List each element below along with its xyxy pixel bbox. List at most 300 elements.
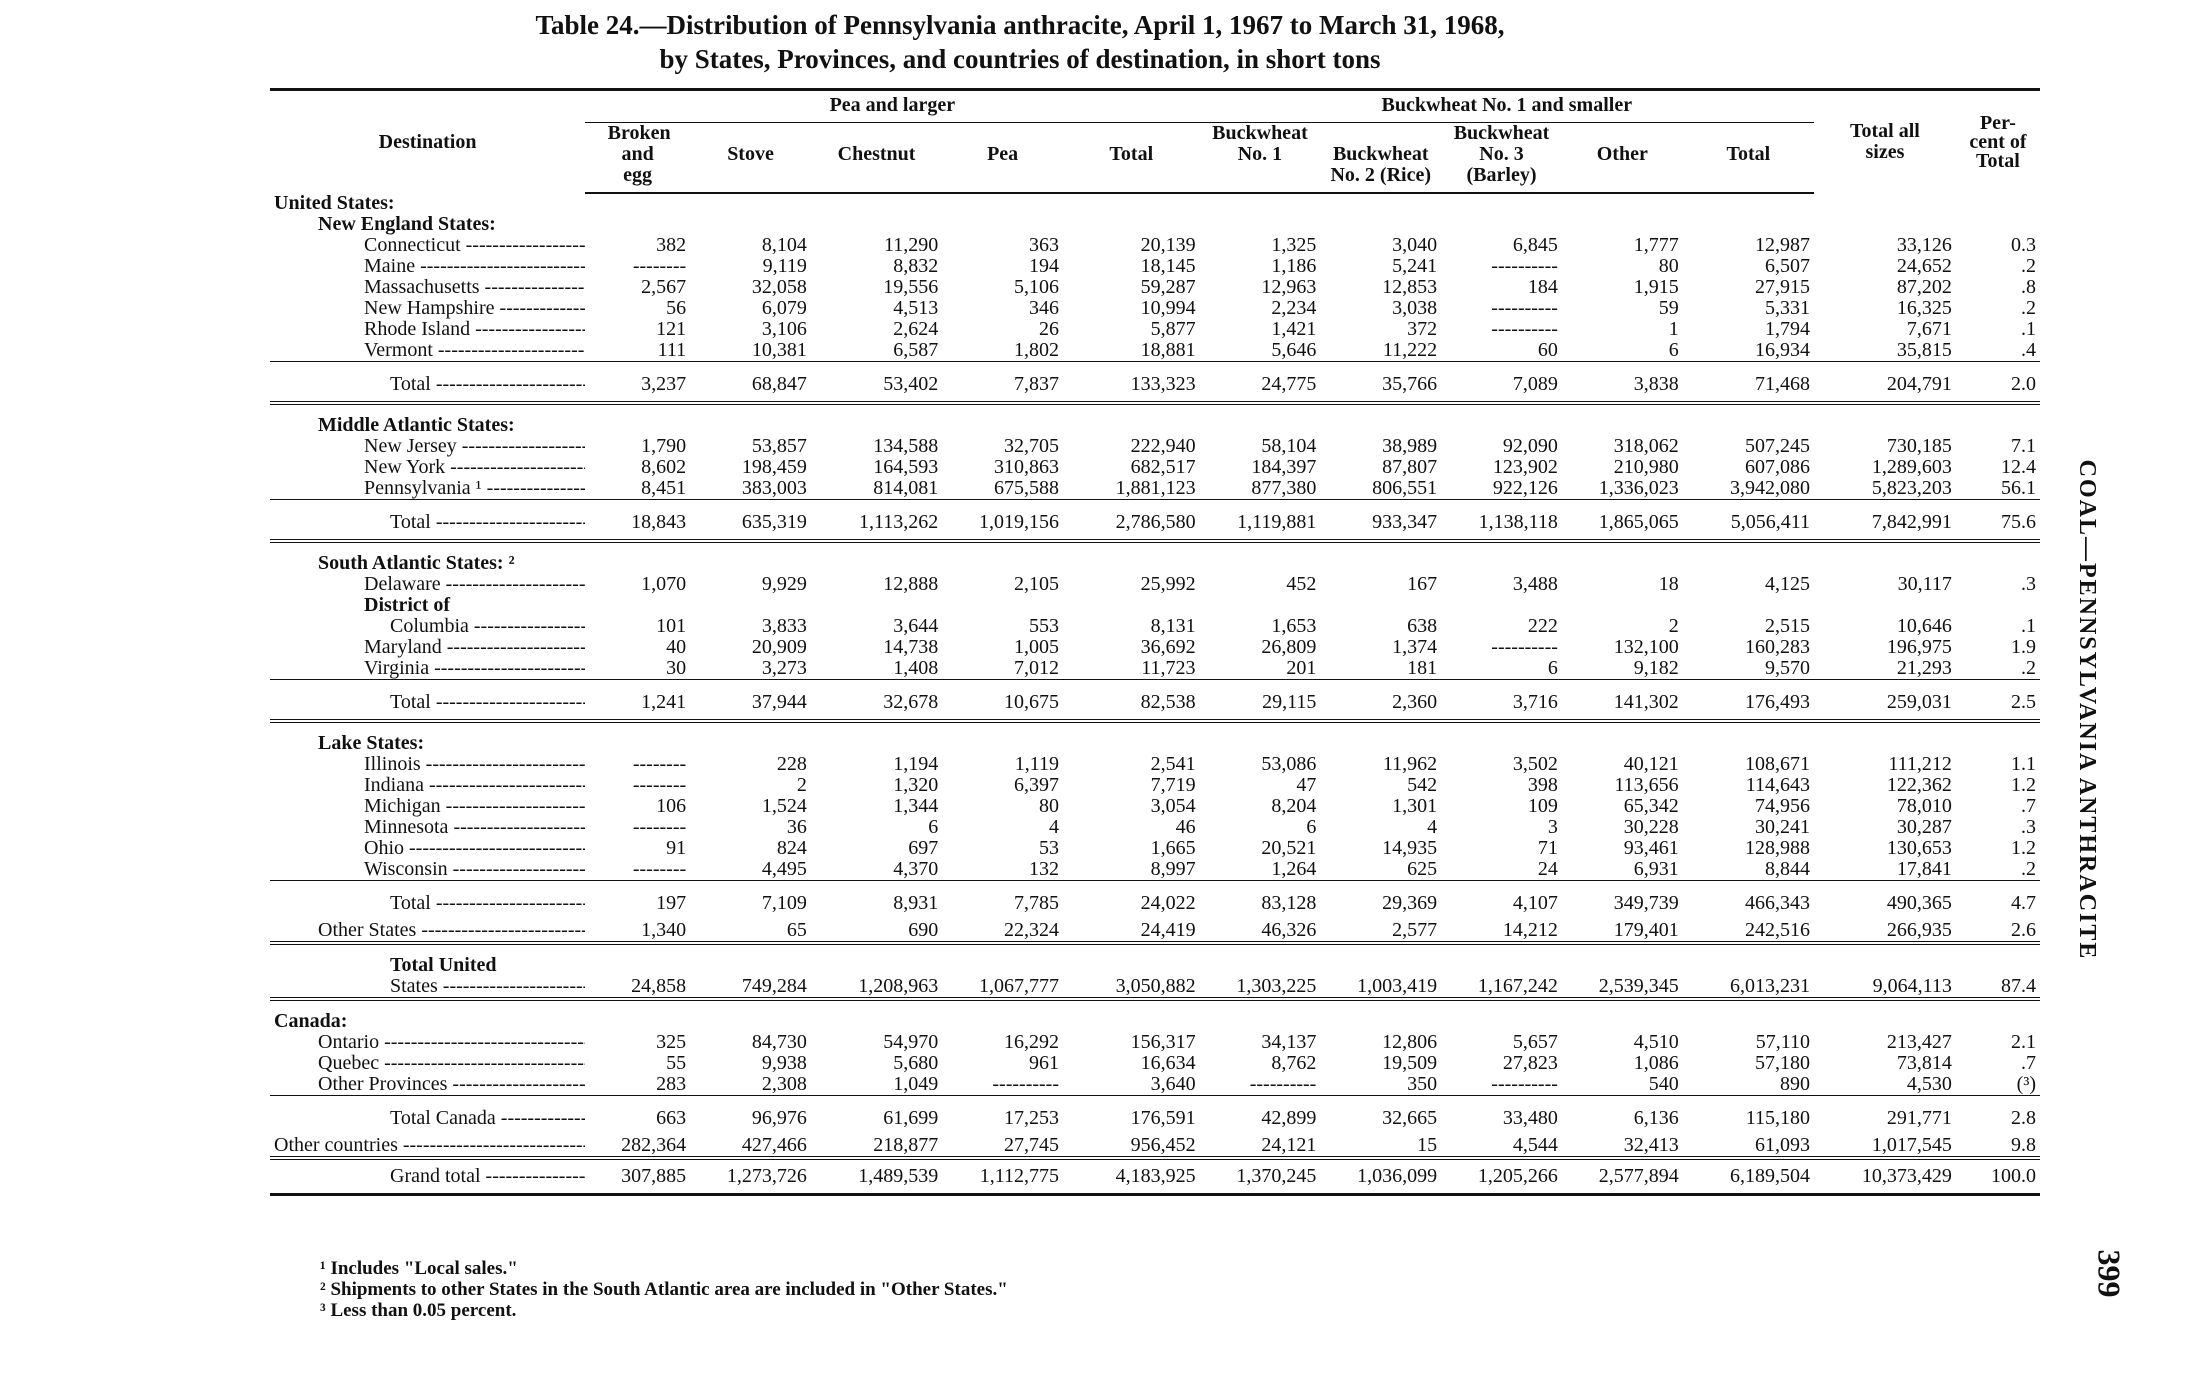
cell-col-7: 1,003,419: [1357, 975, 1438, 997]
cell-col-2: 10,381: [751, 339, 807, 361]
cell-col-2: 3,833: [761, 615, 807, 637]
cell-col-12: [1956, 403, 2040, 436]
cell-col-11: 266,935: [1886, 919, 1952, 941]
cell-col-11: 35,815: [1896, 339, 1952, 361]
cell-col-3: [811, 541, 942, 574]
cell-col-5: 59,287: [1140, 276, 1196, 298]
cell-col-1: 1,340: [641, 919, 687, 941]
table-row: [270, 436, 2040, 457]
cell-col-1: 283: [656, 1073, 687, 1095]
cell-col-9: 2,577,894: [1562, 1158, 1683, 1195]
cell-col-10: 61,093: [1755, 1134, 1811, 1156]
cell-col-11: 7,842,991: [1814, 500, 1956, 542]
cell-col-8: 6: [1547, 657, 1558, 679]
header-buckwheat-group: Buckwheat No. 1 and smaller: [1200, 90, 1814, 123]
cell-col-5: 4,183,925: [1063, 1158, 1200, 1195]
cell-col-7: 933,347: [1320, 500, 1441, 542]
subtotal-row: [270, 1096, 2040, 1136]
cell-col-10: 71,468: [1683, 362, 1814, 404]
cell-col-10: 6,189,504: [1683, 1158, 1814, 1195]
cell-col-8: [1441, 541, 1562, 574]
cell-col-6: 29,115: [1200, 680, 1321, 722]
cell-col-4: [942, 541, 1063, 574]
cell-col-10: 160,283: [1745, 636, 1811, 658]
cell-col-12: 87.4: [2001, 975, 2036, 997]
cell-col-8: 24: [1537, 858, 1558, 880]
table-row: [270, 796, 2040, 817]
header-other: Other: [1562, 123, 1683, 194]
cell-col-7: [1320, 943, 1441, 976]
cell-col-10: 4,125: [1765, 573, 1811, 595]
cell-col-8: 3,716: [1441, 680, 1562, 722]
table-row: [270, 235, 2040, 256]
cell-col-11: 111,212: [1888, 753, 1952, 775]
cell-col-5: 8,131: [1150, 615, 1196, 637]
cell-col-3: 11,290: [883, 234, 939, 256]
cell-col-12: [1956, 721, 2040, 754]
cell-col-9: 6: [1668, 339, 1679, 361]
cell-col-5: 82,538: [1063, 680, 1200, 722]
cell-col-7: 3,040: [1392, 234, 1438, 256]
cell-col-8: 398: [1527, 774, 1558, 796]
cell-col-9: 1,865,065: [1562, 500, 1683, 542]
cell-col-7: 167: [1407, 573, 1438, 595]
row-label: Other Provinces -----: [270, 1074, 585, 1096]
cell-col-2: 96,976: [690, 1096, 811, 1136]
cell-col-8: 14,212: [1502, 919, 1558, 941]
cell-col-11: [1814, 999, 1956, 1032]
subtotal-row: [270, 881, 2040, 921]
cell-col-6: 83,128: [1200, 881, 1321, 921]
group-heading-row: [270, 193, 2040, 214]
row-label: Other countries -----: [270, 1135, 585, 1158]
row-label: Grand total -----: [270, 1158, 585, 1195]
cell-col-4: 553: [1029, 615, 1059, 637]
cell-col-4: 10,675: [942, 680, 1063, 722]
cell-col-11: [1814, 214, 1956, 235]
cell-col-5: [1063, 193, 1200, 214]
cell-col-10: [1683, 999, 1814, 1032]
cell-col-8: [1441, 721, 1562, 754]
row-label: Virginia -----: [270, 658, 585, 680]
cell-col-9: 1,915: [1633, 276, 1679, 298]
cell-col-3: [811, 721, 942, 754]
cell-col-11: 9,064,113: [1872, 975, 1952, 997]
cell-col-10: 57,110: [1755, 1031, 1811, 1053]
grand-total-row: [270, 1158, 2040, 1195]
cell-col-8: ----------: [1491, 1073, 1558, 1095]
row-label: District of: [364, 595, 451, 616]
row-label: Massachusetts -----: [270, 277, 585, 298]
cell-col-1: 24,858: [631, 975, 687, 997]
cell-col-4: 32,705: [1004, 435, 1059, 457]
cell-col-6: 8,762: [1271, 1052, 1317, 1074]
cell-col-11: 17,841: [1896, 858, 1952, 880]
cell-col-9: [1562, 403, 1683, 436]
cell-col-12: .4: [2021, 339, 2036, 361]
cell-col-9: 1,336,023: [1598, 477, 1679, 499]
cell-col-3: 32,678: [811, 680, 942, 722]
cell-col-5: 156,317: [1130, 1031, 1196, 1053]
row-label: Vermont -----: [270, 340, 585, 362]
cell-col-11: 4,530: [1906, 1073, 1952, 1095]
cell-col-10: 8,844: [1765, 858, 1811, 880]
row-label: Columbia -----: [270, 616, 585, 637]
cell-col-9: 6,136: [1562, 1096, 1683, 1136]
cell-col-6: 452: [1286, 573, 1317, 595]
cell-col-3: [811, 214, 942, 235]
cell-col-1: 307,885: [585, 1158, 690, 1195]
header-total-all-sizes: Total all sizes: [1814, 90, 1956, 194]
cell-col-11: [1814, 541, 1956, 574]
cell-col-4: 1,119: [1014, 753, 1059, 775]
cell-col-6: 1,303,225: [1236, 975, 1317, 997]
cell-col-1: [585, 721, 690, 754]
cell-col-6: 34,137: [1261, 1031, 1317, 1053]
cell-col-3: 6: [928, 816, 939, 838]
cell-col-7: 181: [1407, 657, 1438, 679]
cell-col-10: 57,180: [1755, 1052, 1811, 1074]
cell-col-7: 2,360: [1320, 680, 1441, 722]
table-row: [270, 478, 2040, 500]
cell-col-11: 7,671: [1906, 318, 1952, 340]
cell-col-5: 25,992: [1140, 573, 1196, 595]
cell-col-11: 1,289,603: [1871, 456, 1952, 478]
cell-col-7: [1320, 999, 1441, 1032]
cell-col-11: 130,653: [1886, 837, 1952, 859]
cell-col-5: [1063, 943, 1200, 976]
cell-col-2: 37,944: [690, 680, 811, 722]
cell-col-10: 30,241: [1755, 816, 1811, 838]
cell-col-3: 218,877: [873, 1134, 939, 1156]
cell-col-2: 198,459: [741, 456, 807, 478]
cell-col-6: 24,121: [1261, 1134, 1317, 1156]
cell-col-11: 204,791: [1814, 362, 1956, 404]
cell-col-7: 12,853: [1382, 276, 1438, 298]
cell-col-10: 890: [1780, 1073, 1811, 1095]
cell-col-9: 2,539,345: [1598, 975, 1679, 997]
cell-col-8: 7,089: [1441, 362, 1562, 404]
cell-col-2: 53,857: [751, 435, 807, 457]
cell-col-10: 2,515: [1765, 615, 1811, 637]
cell-col-9: 3,838: [1562, 362, 1683, 404]
cell-col-5: 18,145: [1140, 255, 1196, 277]
cell-col-9: 93,461: [1623, 837, 1679, 859]
header-chestnut: Chestnut: [811, 123, 942, 194]
cell-col-2: 6,079: [761, 297, 807, 319]
table-row: [270, 859, 2040, 881]
cell-col-4: 961: [1029, 1052, 1059, 1074]
cell-col-8: 1,167,242: [1477, 975, 1558, 997]
cell-col-10: 6,507: [1765, 255, 1811, 277]
row-label: New Jersey -----: [270, 436, 585, 457]
row-label: Total Canada -----: [270, 1096, 585, 1136]
cell-col-10: 5,331: [1765, 297, 1811, 319]
cell-col-12: 2.1: [2011, 1031, 2036, 1053]
subtotal-row: [270, 680, 2040, 722]
cell-col-10: 16,934: [1755, 339, 1811, 361]
cell-col-4: 675,588: [994, 477, 1059, 499]
group-heading-row: [270, 214, 2040, 235]
cell-col-9: 349,739: [1562, 881, 1683, 921]
cell-col-12: 2.5: [1956, 680, 2040, 722]
cell-col-6: [1200, 403, 1321, 436]
cell-col-2: [690, 403, 811, 436]
cell-col-1: 121: [656, 318, 687, 340]
cell-col-6: [1200, 193, 1321, 214]
cell-col-9: 113,656: [1614, 774, 1679, 796]
cell-col-2: 749,284: [741, 975, 807, 997]
row-label: States -----: [270, 976, 585, 999]
row-label: Quebec -----: [270, 1053, 585, 1074]
cell-col-6: 24,775: [1200, 362, 1321, 404]
cell-col-1: [585, 403, 690, 436]
row-label: Total -----: [270, 881, 585, 921]
cell-col-3: 1,208,963: [858, 975, 939, 997]
cell-col-8: 4,544: [1512, 1134, 1558, 1156]
cell-col-7: [1320, 541, 1441, 574]
cell-col-12: 1.2: [2011, 774, 2036, 796]
cell-col-11: [1814, 721, 1956, 754]
cell-col-11: 10,373,429: [1814, 1158, 1956, 1195]
cell-col-10: 5,056,411: [1683, 500, 1814, 542]
cell-col-2: 3,273: [761, 657, 807, 679]
row-label: Ohio -----: [270, 838, 585, 859]
cell-col-6: [1200, 943, 1321, 976]
cell-col-3: [811, 999, 942, 1032]
cell-col-7: 11,222: [1382, 339, 1438, 361]
cell-col-2: 20,909: [751, 636, 807, 658]
table-row: [270, 574, 2040, 595]
cell-col-10: 607,086: [1745, 456, 1811, 478]
cell-col-1: 8,451: [641, 477, 687, 499]
cell-col-10: 507,245: [1745, 435, 1811, 457]
cell-col-2: 32,058: [751, 276, 807, 298]
cell-col-9: [1562, 541, 1683, 574]
cell-col-11: 490,365: [1814, 881, 1956, 921]
footnote-2: ² Shipments to other States in the South Atlantic area are included in "Other States.": [320, 1279, 1008, 1300]
cell-col-5: 1,881,123: [1115, 477, 1196, 499]
cell-col-4: [942, 193, 1063, 214]
cell-col-4: 2,105: [1014, 573, 1059, 595]
cell-col-4: 363: [1029, 234, 1059, 256]
cell-col-12: [1956, 541, 2040, 574]
cell-col-7: 29,369: [1320, 881, 1441, 921]
header-bw1: Buckwheat No. 1: [1200, 123, 1321, 194]
cell-col-7: 5,241: [1392, 255, 1438, 277]
cell-col-12: .7: [2021, 795, 2036, 817]
cell-col-11: 196,975: [1886, 636, 1952, 658]
row-label: Indiana -----: [270, 775, 585, 796]
cell-col-6: 12,963: [1261, 276, 1317, 298]
cell-col-1: --------: [632, 858, 687, 880]
row-label: Lake States:: [270, 721, 585, 754]
cell-col-11: [1814, 403, 1956, 436]
cell-col-10: 242,516: [1745, 919, 1811, 941]
cell-col-4: 1,005: [1014, 636, 1059, 658]
cell-col-8: 92,090: [1502, 435, 1558, 457]
cell-col-5: 1,665: [1150, 837, 1196, 859]
cell-col-9: 1,086: [1633, 1052, 1679, 1074]
cell-col-11: 5,823,203: [1871, 477, 1952, 499]
cell-col-5: [1063, 595, 1200, 616]
cell-col-3: 14,738: [883, 636, 939, 658]
cell-col-8: ----------: [1491, 255, 1558, 277]
cell-col-1: [585, 999, 690, 1032]
cell-col-6: 58,104: [1261, 435, 1317, 457]
cell-col-9: 132,100: [1613, 636, 1679, 658]
cell-col-8: 3,502: [1512, 753, 1558, 775]
cell-col-2: 635,319: [690, 500, 811, 542]
cell-col-10: 3,942,080: [1730, 477, 1811, 499]
cell-col-2: 383,003: [741, 477, 807, 499]
cell-col-8: 184: [1527, 276, 1558, 298]
cell-col-7: [1320, 214, 1441, 235]
cell-col-9: 6,931: [1633, 858, 1679, 880]
row-label: Maryland -----: [270, 637, 585, 658]
cell-col-1: 55: [666, 1052, 687, 1074]
cell-col-7: 4: [1427, 816, 1438, 838]
cell-col-5: 10,994: [1140, 297, 1196, 319]
cell-col-10: 6,013,231: [1730, 975, 1811, 997]
cell-col-1: 8,602: [641, 456, 687, 478]
group-heading-row: [270, 595, 2040, 616]
cell-col-12: 7.1: [2011, 435, 2036, 457]
cell-col-2: [690, 721, 811, 754]
cell-col-5: 3,640: [1150, 1073, 1196, 1095]
cell-col-8: 123,902: [1492, 456, 1558, 478]
cell-col-12: 2.8: [1956, 1096, 2040, 1136]
cell-col-4: [942, 403, 1063, 436]
table-row: [270, 976, 2040, 999]
cell-col-9: 40,121: [1623, 753, 1679, 775]
cell-col-5: 11,723: [1141, 657, 1196, 679]
cell-col-1: [585, 541, 690, 574]
cell-col-5: 3,050,882: [1115, 975, 1196, 997]
cell-col-12: 1.1: [2011, 753, 2036, 775]
cell-col-8: 27,823: [1502, 1052, 1558, 1074]
cell-col-6: 1,119,881: [1200, 500, 1321, 542]
group-heading-row: [270, 943, 2040, 976]
cell-col-6: 6: [1306, 816, 1317, 838]
cell-col-3: 61,699: [811, 1096, 942, 1136]
cell-col-5: 36,692: [1140, 636, 1196, 658]
table-row: [270, 754, 2040, 775]
cell-col-1: [585, 595, 690, 616]
cell-col-4: 1,067,777: [979, 975, 1059, 997]
cell-col-9: 2: [1668, 615, 1679, 637]
cell-col-6: 1,325: [1271, 234, 1317, 256]
cell-col-3: 814,081: [873, 477, 939, 499]
row-label: Other States -----: [270, 920, 585, 943]
table-row: [270, 340, 2040, 362]
cell-col-9: [1562, 595, 1683, 616]
cell-col-3: 6,587: [893, 339, 939, 361]
cell-col-4: 16,292: [1004, 1031, 1059, 1053]
cell-col-11: 10,646: [1896, 615, 1952, 637]
cell-col-9: [1562, 943, 1683, 976]
cell-col-1: [585, 943, 690, 976]
cell-col-11: 73,814: [1896, 1052, 1952, 1074]
row-label: Maine -----: [270, 256, 585, 277]
cell-col-4: 1,802: [1014, 339, 1059, 361]
cell-col-2: 2: [796, 774, 807, 796]
cell-col-12: .2: [2021, 255, 2036, 277]
row-label: Wisconsin -----: [270, 859, 585, 881]
cell-col-7: 12,806: [1382, 1031, 1438, 1053]
cell-col-6: 20,521: [1261, 837, 1317, 859]
row-label: United States:: [274, 193, 395, 214]
table-row: [270, 457, 2040, 478]
cell-col-11: 30,117: [1897, 573, 1952, 595]
footnote-1: ¹ Includes "Local sales.": [320, 1258, 518, 1279]
cell-col-11: [1814, 193, 1956, 214]
cell-col-8: [1441, 403, 1562, 436]
cell-col-8: 33,480: [1441, 1096, 1562, 1136]
cell-col-11: 730,185: [1886, 435, 1952, 457]
cell-col-3: 3,644: [893, 615, 939, 637]
cell-col-1: 1,241: [585, 680, 690, 722]
cell-col-2: 427,466: [741, 1134, 807, 1156]
cell-col-5: 2,786,580: [1063, 500, 1200, 542]
cell-col-2: 9,938: [761, 1052, 807, 1074]
cell-col-1: 197: [585, 881, 690, 921]
cell-col-12: 100.0: [1956, 1158, 2040, 1195]
cell-col-2: 4,495: [761, 858, 807, 880]
cell-col-8: 1,138,118: [1441, 500, 1562, 542]
cell-col-10: 466,343: [1683, 881, 1814, 921]
cell-col-7: 638: [1407, 615, 1438, 637]
cell-col-4: 310,863: [994, 456, 1059, 478]
cell-col-1: 282,364: [621, 1134, 687, 1156]
cell-col-10: 128,988: [1745, 837, 1811, 859]
table-row: [270, 1135, 2040, 1158]
cell-col-1: 382: [656, 234, 687, 256]
cell-col-3: 134,588: [873, 435, 939, 457]
cell-col-1: 3,237: [585, 362, 690, 404]
table-row: [270, 298, 2040, 319]
cell-col-5: 956,452: [1130, 1134, 1196, 1156]
cell-col-6: 1,186: [1271, 255, 1317, 277]
cell-col-2: 9,929: [761, 573, 807, 595]
cell-col-4: 5,106: [1014, 276, 1059, 298]
cell-col-1: 663: [585, 1096, 690, 1136]
row-label: Illinois -----: [270, 754, 585, 775]
cell-col-3: 1,320: [893, 774, 939, 796]
cell-col-9: [1562, 721, 1683, 754]
cell-col-6: 8,204: [1271, 795, 1317, 817]
group-heading-row: [270, 999, 2040, 1032]
cell-col-6: [1200, 999, 1321, 1032]
cell-col-12: 1.9: [2011, 636, 2036, 658]
cell-col-8: 3: [1547, 816, 1558, 838]
cell-col-9: 141,302: [1562, 680, 1683, 722]
cell-col-9: 318,062: [1613, 435, 1679, 457]
cell-col-11: [1814, 595, 1956, 616]
cell-col-10: 115,180: [1683, 1096, 1814, 1136]
cell-col-9: [1562, 193, 1683, 214]
cell-col-11: 259,031: [1814, 680, 1956, 722]
table-row: [270, 658, 2040, 680]
cell-col-10: [1683, 403, 1814, 436]
cell-col-7: 11,962: [1382, 753, 1438, 775]
cell-col-2: [690, 214, 811, 235]
header-destination: Destination: [270, 90, 585, 194]
row-label: Total -----: [270, 680, 585, 722]
cell-col-10: 12,987: [1755, 234, 1811, 256]
row-label: Pennsylvania ¹ -----: [270, 478, 585, 500]
cell-col-8: 922,126: [1492, 477, 1558, 499]
